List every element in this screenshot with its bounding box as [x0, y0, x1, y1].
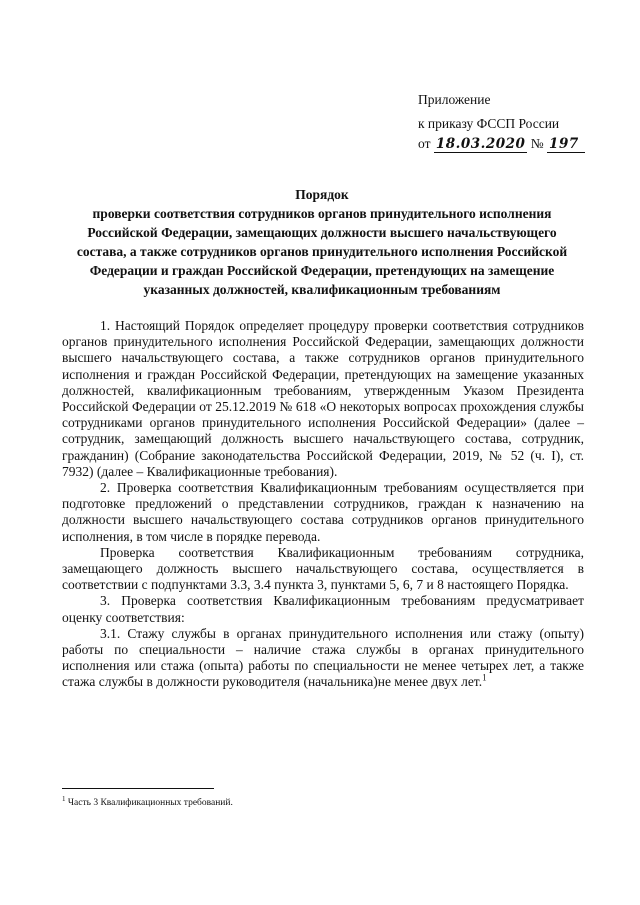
- paragraph-3: 3. Проверка соответствия Квалификационным требованиям предусматривает оценку соответствия:: [62, 593, 584, 625]
- paragraph-3-1: [62, 626, 584, 691]
- title-subheading: проверки соответствия сотрудников органов принудительного исполнения Российской Федерации, замещающих должности высшего начальствующего состава, а также сотрудников органов принудительного исполнения Российской Федерации и граждан Российской Федерации, претендующих на замещение указанных должностей, квалификационным требованиям: [76, 206, 568, 297]
- footnote-reference: 1: [482, 672, 487, 683]
- handwritten-number: 197: [547, 136, 585, 153]
- footnote: [62, 795, 233, 808]
- appendix-header: [418, 88, 585, 156]
- footnote-text: Часть 3 Квалификационных требований.: [67, 798, 233, 809]
- date-prefix: от: [418, 136, 431, 151]
- order-reference: к приказу ФССП России: [418, 116, 560, 131]
- paragraph-3-1-text: 3.1. Стажу службы в органах принудительного исполнения или стажу (опыту) работы по специальности – наличие стажа службы в органах принудительного исполнения или стажа (опыта) работы по специальности не менее четырех лет, а также стажа службы в должности руководителя (начальника)не менее двух лет.: [62, 625, 584, 690]
- title-heading: Порядок: [295, 187, 349, 202]
- order-date-number: [418, 132, 585, 156]
- footnote-separator: [62, 788, 214, 789]
- appendix-label: Приложение: [418, 92, 491, 107]
- handwritten-date: 18.03.2020: [435, 136, 526, 152]
- paragraph-2-continued: Проверка соответствия Квалификационным требованиям сотрудника, замещающего должность высшего начальствующего состава, осуществляется в соответствии с подпунктами 3.3, 3.4 пункта 3, пунктами 5, 6, 7 и 8 настоящего Порядка.: [62, 544, 584, 593]
- document-body: [62, 318, 584, 691]
- document-title: [62, 185, 582, 299]
- paragraph-2: 2. Проверка соответствия Квалификационным требованиям осуществляется при подготовке предложений о представлении сотрудников, граждан к назначению на должности высшего начальствующего состава сотрудников органов принудительного исполнения, в том числе в порядке перевода.: [62, 480, 584, 544]
- number-prefix: №: [530, 136, 544, 151]
- footnote-marker: 1: [62, 795, 66, 803]
- paragraph-1: 1. Настоящий Порядок определяет процедуру проверки соответствия сотрудников органов принудительного исполнения Российской Федерации, замещающих должности высшего начальствующего состава, а также сотрудников органов принудительного исполнения и граждан Российской Федерации, претендующих на замещение указанных должностей, квалификационным требованиям, утвержденным Указом Президента Российской Федерации от 25.12.2019 № 618 «О некоторых вопросах прохождения службы сотрудниками органов принудительного исполнения Российской Федерации» (далее – сотрудник, замещающий должность высшего начальствующего состава, сотрудник, гражданин) (Собрание законодательства Российской Федерации, 2019, № 52 (ч. I), ст. 7932) (далее – Квалификационные требования).: [62, 318, 584, 479]
